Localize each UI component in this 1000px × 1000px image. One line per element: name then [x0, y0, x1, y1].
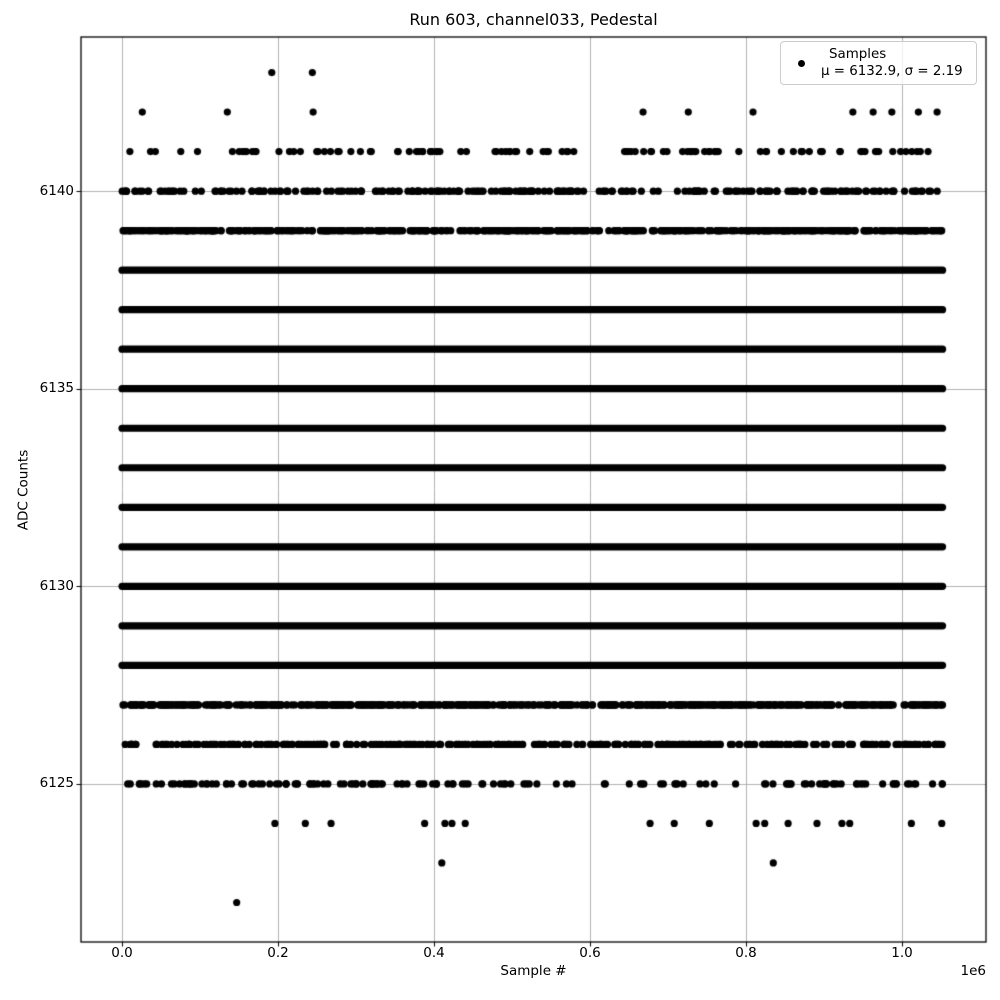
chart-title: Run 603, channel033, Pedestal: [409, 10, 658, 29]
x-tick-label: 0.8: [735, 945, 757, 961]
legend: [780, 41, 977, 85]
legend-label-stats: μ = 6132.9, σ = 2.19: [821, 64, 963, 79]
legend-marker-column: [781, 60, 821, 67]
x-tick-label: 0.2: [267, 945, 289, 961]
legend-label-samples: Samples: [829, 47, 887, 62]
y-tick-label: 6130: [39, 577, 74, 594]
x-tick-label: 0.6: [579, 945, 601, 961]
x-tick-label: 1.0: [891, 945, 913, 961]
legend-sample-marker-icon: [798, 60, 805, 67]
x-axis-label: Sample #: [500, 963, 567, 979]
y-tick-label: 6125: [39, 775, 74, 792]
x-tick-label: 0.4: [423, 945, 445, 961]
y-axis-label: ADC Counts: [15, 449, 32, 531]
x-axis-offset-label: 1e6: [960, 963, 986, 979]
x-tick-label: 0.0: [111, 945, 133, 961]
y-tick-label: 6140: [39, 182, 74, 199]
y-tick-label: 6135: [39, 380, 74, 397]
legend-text: [821, 46, 963, 80]
